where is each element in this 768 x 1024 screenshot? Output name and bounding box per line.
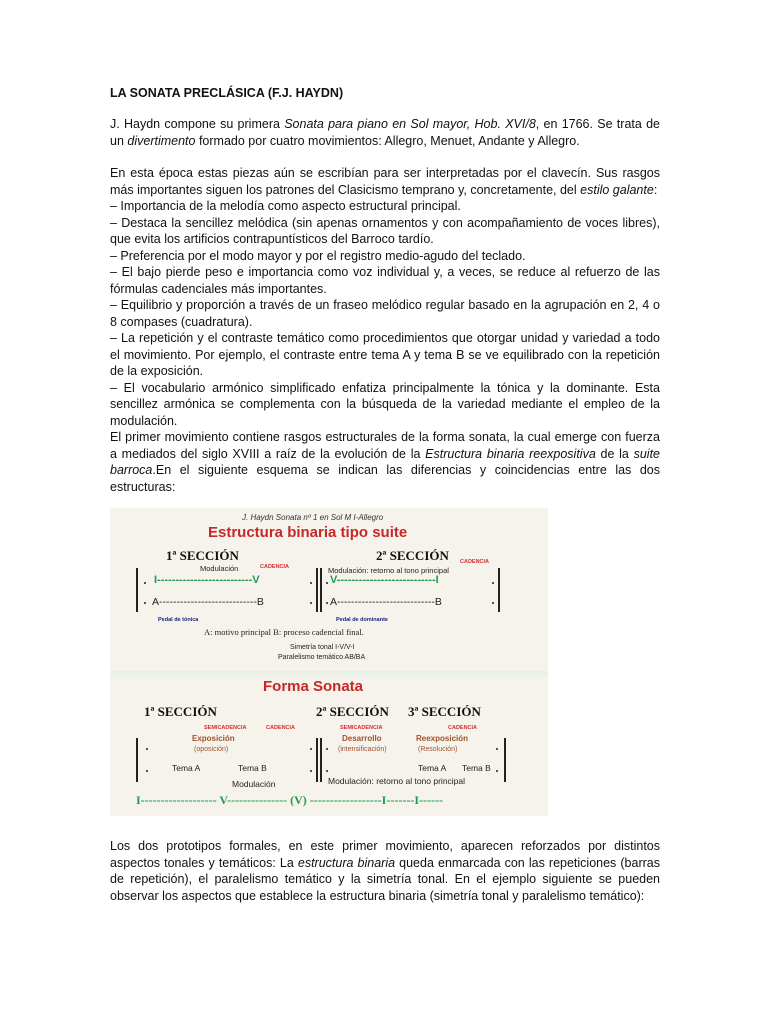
text-run: queda enmarcada con las repeticiones (barras de repetición), el paralelismo temático y la simetría tonal. En el ejemplo siguiente se pueden observar los aspectos que establece la estructura binaria (simetría tonal y paralelismo temático): bbox=[110, 855, 660, 903]
cadence-label: CADENCIA bbox=[460, 559, 490, 565]
text-run: El primer movimiento contiene rasgos estructurales de la forma sonata, la cual emerge con fuerza a mediados del siglo XVIII a raíz de la evolución de la bbox=[110, 430, 660, 461]
italic-run: suite barroca bbox=[110, 446, 660, 477]
modulation-return-label: Modulación: retorno al tono principal bbox=[328, 566, 449, 575]
text-run: formado por cuatro movimientos: Allegro, Menuet, Andante y Allegro. bbox=[195, 133, 580, 148]
exposition-label: Exposición bbox=[192, 734, 235, 743]
semicadence-label: SEMICADENCIA bbox=[204, 725, 247, 731]
bullet-item: – Equilibrio y proporción a través de un fraseo melódico regular basado en la agrupación en 2, 4 o 8 compases (cuadratura). bbox=[110, 298, 660, 329]
repeat-dot bbox=[496, 748, 498, 750]
italic-run: estructura binaria bbox=[297, 855, 396, 870]
section2-label: 2ª SECCIÓN bbox=[316, 704, 389, 719]
theme-b-label: Tema B bbox=[238, 763, 267, 773]
repeat-dot bbox=[146, 770, 148, 772]
intro-paragraph bbox=[110, 116, 660, 149]
text-run: de la bbox=[595, 446, 634, 461]
italic-run: divertimento bbox=[127, 133, 196, 148]
recapitulation-label: Reexposición bbox=[416, 734, 469, 743]
section1-label: 1ª SECCIÓN bbox=[144, 704, 217, 719]
binary-structure-heading: Estructura binaria tipo suite bbox=[208, 524, 408, 541]
tonal-symmetry-label: Simetría tonal I-V/V-I bbox=[290, 644, 355, 651]
italic-run: estilo galante bbox=[580, 182, 654, 197]
repeat-bar bbox=[316, 738, 318, 782]
theme-line-left: A----------------------------B bbox=[152, 596, 264, 608]
bullet-item: – El vocabulario armónico simplificado enfatiza principalmente la tónica y la dominante. Esta sencillez armónica se complementa con la búsqueda de la variedad mediante el empleo de la modulación. bbox=[110, 380, 660, 428]
repeat-dot bbox=[310, 748, 312, 750]
repeat-bar bbox=[320, 568, 322, 612]
repeat-dot bbox=[326, 582, 328, 584]
sonata-form-heading: Forma Sonata bbox=[263, 678, 364, 695]
repeat-dot bbox=[144, 602, 146, 604]
tonal-line-left: I--------------------------V bbox=[154, 574, 260, 586]
diagram-subtitle: J. Haydn Sonata nº 1 en Sol M I-Allegro bbox=[242, 513, 384, 522]
italic-run: Estructura binaria reexpositiva bbox=[425, 446, 596, 461]
cadence-label: CADENCIA bbox=[266, 725, 296, 731]
repeat-dot bbox=[492, 602, 494, 604]
tonic-pedal-label: Pedal de tónica bbox=[158, 617, 199, 623]
repeat-dot bbox=[326, 748, 328, 750]
repeat-dot bbox=[326, 602, 328, 604]
theme-b-label: Tema B bbox=[462, 763, 491, 773]
italic-run: Sonata para piano en Sol mayor, Hob. XVI/8 bbox=[284, 117, 536, 131]
document-title: LA SONATA PRECLÁSICA (F.J. HAYDN) bbox=[110, 86, 344, 100]
section3-label: 3ª SECCIÓN bbox=[408, 704, 481, 719]
section1-label: 1ª SECCIÓN bbox=[166, 548, 239, 563]
theme-a-label: Tema A bbox=[418, 763, 447, 773]
closing-paragraph bbox=[110, 838, 660, 904]
repeat-dot bbox=[496, 770, 498, 772]
style-paragraph bbox=[110, 165, 660, 198]
text-run: Los dos prototipos formales, en este primer movimiento, aparecen reforzados por distintos aspectos tonales y temáticos: La bbox=[110, 839, 660, 870]
bullet-item: – El bajo pierde peso e importancia como voz individual y, a veces, se reduce al refuerzo de las fórmulas cadenciales más importantes. bbox=[110, 265, 660, 296]
bullet-item: – Preferencia por el modo mayor y por el registro medio-agudo del teclado. bbox=[110, 248, 526, 263]
structure-paragraph bbox=[110, 429, 660, 495]
structure-diagram bbox=[110, 508, 548, 816]
closing-section bbox=[110, 838, 660, 904]
repeat-bar bbox=[136, 568, 138, 612]
motive-legend: A: motivo principal B: proceso cadencial final. bbox=[204, 627, 364, 637]
bullet-item: – Destaca la sencillez melódica (sin apenas ornamentos y con acompañamiento de voces libres), que evita los artificios contrapuntísticos del Barroco tardío. bbox=[110, 215, 660, 246]
text-run: .En el siguiente esquema se indican las diferencias y coincidencias entre las dos estructuras: bbox=[110, 463, 660, 494]
opposition-label: (oposición) bbox=[194, 746, 229, 753]
repeat-dot bbox=[310, 582, 312, 584]
theme-a-label: Tema A bbox=[172, 763, 201, 773]
text-run: En esta época estas piezas aún se escribían para ser interpretadas por el clavecín. Sus rasgos más importantes siguen los patrones del Clasicismo temprano y, concretamente, del bbox=[110, 166, 660, 197]
repeat-bar bbox=[316, 568, 318, 612]
repeat-bar bbox=[498, 568, 500, 612]
thematic-parallelism-label: Paralelismo temático AB/BA bbox=[278, 654, 366, 661]
development-label: Desarrollo bbox=[342, 734, 382, 743]
text-run: , en 1766. Se trata de un bbox=[110, 117, 660, 148]
bullet-item: – Importancia de la melodía como aspecto estructural principal. bbox=[110, 199, 461, 213]
bullet-item: – La repetición y el contraste temático como procedimientos que otorgar unidad y variedad a todo el movimiento. Por ejemplo, el contraste entre tema A y tema B se ve equilibrado con la repetición de la exposición. bbox=[110, 331, 660, 378]
text-run: : bbox=[653, 182, 658, 197]
repeat-dot bbox=[326, 770, 328, 772]
tonal-line-right: V---------------------------I bbox=[330, 574, 439, 586]
dominant-pedal-label: Pedal de dominante bbox=[336, 617, 388, 623]
repeat-bar bbox=[320, 738, 322, 782]
semicadence-label: SEMICADENCIA bbox=[340, 725, 383, 731]
repeat-dot bbox=[146, 748, 148, 750]
theme-line-right: A----------------------------B bbox=[330, 596, 442, 608]
modulation-label: Modulación bbox=[200, 564, 239, 573]
repeat-bar bbox=[504, 738, 506, 782]
cadence-label: CADENCIA bbox=[260, 564, 290, 570]
intensification-label: (intensificación) bbox=[338, 746, 387, 753]
repeat-dot bbox=[310, 770, 312, 772]
repeat-dot bbox=[310, 602, 312, 604]
sonata-tonal-line: I------------------- V--------------- (V) ------------------I-------I------ bbox=[136, 793, 443, 807]
repeat-dot bbox=[144, 582, 146, 584]
document-body bbox=[110, 86, 660, 495]
text-run: J. Haydn compone su primera bbox=[110, 117, 285, 131]
repeat-dot bbox=[492, 582, 494, 584]
modulation-label: Modulación bbox=[232, 779, 276, 789]
cadence-label: CADENCIA bbox=[448, 725, 478, 731]
repeat-bar bbox=[136, 738, 138, 782]
modulation-return-label: Modulación: retorno al tono principal bbox=[328, 776, 466, 786]
section2-label: 2ª SECCIÓN bbox=[376, 548, 449, 563]
resolution-label: (Resolución) bbox=[418, 746, 458, 753]
